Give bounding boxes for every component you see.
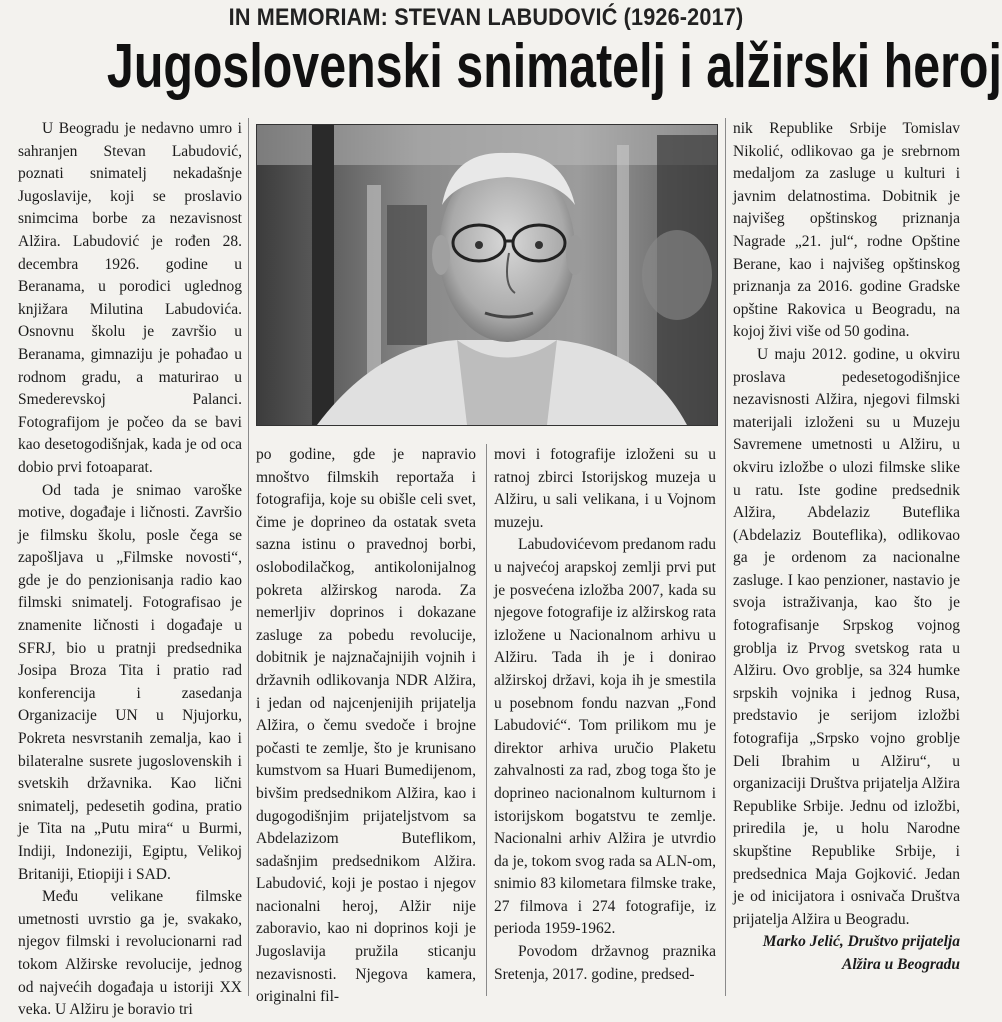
paragraph: U Beogradu je nedavno umro i sahranjen Stevan Labudović, poznati snimatelj nekadašnje Jugoslavije, koji se proslavio snimcima borbe za nezavisnost Alžira. Labudović je rođen 28. decembra 1926. godine u Beranama, u porodici uglednog knjižara Milutina Labudovića. Osnovnu školu je završio u Beranama, gimnaziju je pohađao u rodnom gradu, a maturirao u Smederevskoj Palanci. Fotografijom je počeo da se bavi kao desetogodišnjak, kada je od oca dobio prvi fotoaparat. [18, 120, 242, 476]
column-divider [248, 118, 249, 996]
article-column-2 [256, 444, 476, 1006]
paragraph: Labudovićevom predanom radu u najvećoj arapskoj zemlji prvi put je posvećena izložba 2007, kada su njegove fotografije iz alžirskog rata izložene u Nacionalnom arhivu u Alžiru. Tada ih je i donirao alžirskoj državi, koja ih je smestila u posebnom fondu nazvan „Fond Labudović“. Tom prilikom mu je direktor arhiva uručio Plaketu zahvalnosti za rad, zbog toga što je doprineo nacionalnom kulturnom i istorijskom bogatstvu te zemlje. Nacionalni arhiv Alžira je utvrdio da je, tokom svog rada sa ALN-om, snimio 83 kilometara filmske trake, 27 filmova i 274 fotografije, iz perioda 1959-1962. [494, 536, 716, 938]
paragraph: U maju 2012. godine, u okviru proslava pedesetogodišnjice nezavisnosti Alžira, njegovi filmski materijali izloženi su u Muzeju Savremene umetnosti u Alžiru, u okviru izložbe o ulozi filmske slike u ratu. Iste godine predsednik Alžira, Abdelaziz Buteflika (Abdelaziz Bouteflika), odlikovao ga je ordenom za nacionalne zasluge. I kao penzioner, nastavio je svoja istraživanja, kao što je fotografisanje Srpskog vojnog groblja iz Prvog svetskog rata u Alžiru. Ovo groblje, sa 324 humke srpskih vojnika i jednog Rusa, predstavio je serijom izložbi fotografija „Srpsko vojno groblje Deli Ibrahim u Alžiru“, u organizaciji Društva prijatelja Alžira Republike Srbije. Jednu od izložbi, priredila je, u holu Narodne skupštine Republike Srbije, i predsednica Maja Gojković. Jedan je od inicijatora i osnivača Društva prijatelja Alžira u Beogradu. [733, 345, 960, 928]
article-column-4 [733, 118, 960, 996]
paragraph: movi i fotografije izloženi su u ratnoj zbirci Istorijskog muzeja u Alžiru, u sali velikana, i u Vojnom muzeju. [494, 446, 716, 531]
paragraph: Povodom državnog praznika Sretenja, 2017. godine, predsed- [494, 943, 716, 983]
paragraph: Među velikane filmske umetnosti uvrstio ga je, svakako, njegov filmski i revolucionarni rad tokom Alžirske revolucije, jednog od najvećih događaja u istoriji XX veka. U Alžiru je boravio tri [18, 888, 242, 1019]
portrait-photo [256, 124, 718, 426]
column-divider [725, 118, 726, 996]
article-byline: Marko Jelić, Društvo prijatelja Alžira u Beogradu [762, 933, 960, 973]
column-divider [486, 444, 487, 996]
paragraph: po godine, gde je napravio mnoštvo filmskih reportaža i fotografija, koje su obišle celi svet, čime je doprineo da ostatak sveta sazna istinu o pravednoj borbi, oslobodilačkog, antikolonijalnog pokreta alžirskog naroda. Za nemerljiv doprinos i dokazane zasluge za pobedu revolucije, dobitnik je najznačajnijih vojnih i državnih odlikovanja NDR Alžira, i jedan od najcenjenijih prijatelja Alžira, o čemu svedoče i brojne počasti te zemlje, što je krunisano kumstvom sa Huari Bumedijenom, bivšim predsednikom Alžira, kao i dugogodišnjim prijateljstvom sa Abdelazizom Buteflikom, sadašnjim predsednikom Alžira. Labudović, koji je postao i njegov nacionalni heroj, Alžir nije zaboravio, kao ni doprinos koji je Jugoslavija pružila sticanju nezavisnosti. Njegova kamera, originalni fil- [256, 446, 476, 1006]
paragraph: nik Republike Srbije Tomislav Nikolić, odlikovao ga je srebrnom medaljom za zasluge u kulturi i javnim delatnostima. Dobitnik je najvišeg opštinskog priznanja Nagrade „21. jul“, rodne Opštine Berane, kao i najvišeg opštinskog priznanja za 2016. godine Gradske opštine Rakovica u Beogradu, na kojoj živi više od 50 godina. [733, 120, 960, 341]
article-headline: Jugoslovenski snimatelj i alžirski heroj [106, 32, 1002, 101]
article-column-3 [494, 444, 716, 996]
paragraph: Od tada je snimao varoške motive, događaje i ličnosti. Završio je filmsku školu, posle čega se zapošljava u „Filmske novosti“, gde je do penzionisanja radio kao filmski snimatelj. Fotografisao je znamenite ličnosti i događaje u SFRJ, bio u pratnji predsednika Josipa Broza Tita i pratio rad konferencija i zasedanja Organizacije UN u Njujorku, Pokreta nesvrstanih zemalja, kao i bilateralne susrete jugoslovenskih i svetskih državnika. Kao lični snimatelj, pedesetih godina, pratio je Tita na „Putu mira“ u Burmi, Indiji, Indoneziji, Egiptu, Velikoj Britaniji, Etiopiji i SAD. [18, 481, 242, 883]
article-kicker: IN MEMORIAM: STEVAN LABUDOVIĆ (1926-2017) [228, 4, 744, 31]
article-column-1 [18, 118, 242, 1019]
